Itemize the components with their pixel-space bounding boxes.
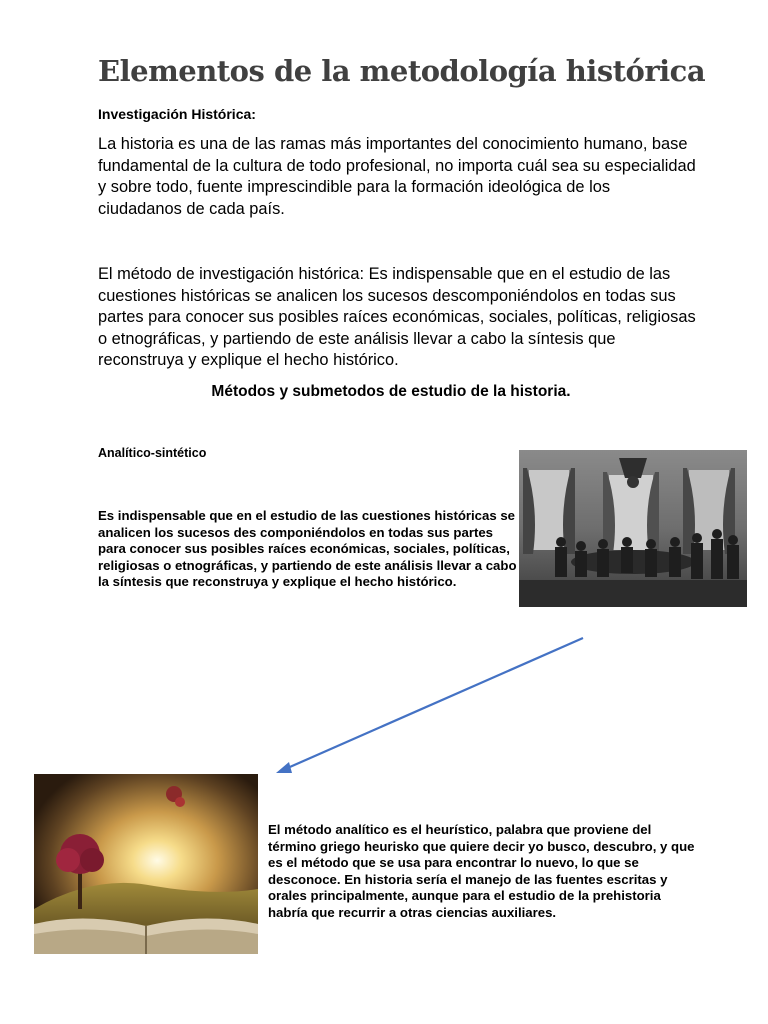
- methods-heading: Métodos y submetodos de estudio de la historia.: [211, 383, 571, 400]
- analytic-description: Es indispensable que en el estudio de las cuestiones históricas se analicen los sucesos des componiéndolos en todas sus partes para conocer sus posibles raíces económicas, sociales, políticas, religiosas o etnográficas, y partiendo de este análisis llevar a cabo la síntesis que reconstruya y explique el hecho histórico.: [98, 508, 517, 589]
- section-subheading: Investigación Histórica:: [98, 106, 256, 122]
- book-light-illustration: [34, 774, 258, 954]
- analytic-synthetic-label: Analítico-sintético: [98, 446, 207, 460]
- heuristic-description: El método analítico es el heurístico, palabra que proviene del término griego heurisko que quiere decir yo busco, descubro, y que es el método que se usa para encontrar lo nuevo, lo que se desconoce. En historia sería el manejo de las fuentes escritas y orales principalmente, aunque para el estudio de la prehistoria habría que recurrir a otras ciencias auxiliares.: [268, 822, 695, 920]
- intro-paragraph: La historia es una de las ramas más importantes del conocimiento humano, base fundamental de la cultura de todo profesional, no importa cuál sea su especialidad y sobre todo, fuente imprescindible para la formación ideológica de los ciudadanos de cada país.: [98, 135, 696, 218]
- document-title: Elementos de la metodología histórica: [98, 54, 706, 88]
- method-paragraph: El método de investigación histórica: Es indispensable que en el estudio de las cuestiones históricas se analicen los sucesos descomponiéndolos en todas sus partes para conocer sus posibles raíces económicas, sociales, políticas, religiosas o etnográficas, y partiendo de este análisis llevar a cabo la síntesis que reconstruya y explique el hecho histórico.: [98, 265, 696, 369]
- fantasy-book-image: [34, 774, 258, 954]
